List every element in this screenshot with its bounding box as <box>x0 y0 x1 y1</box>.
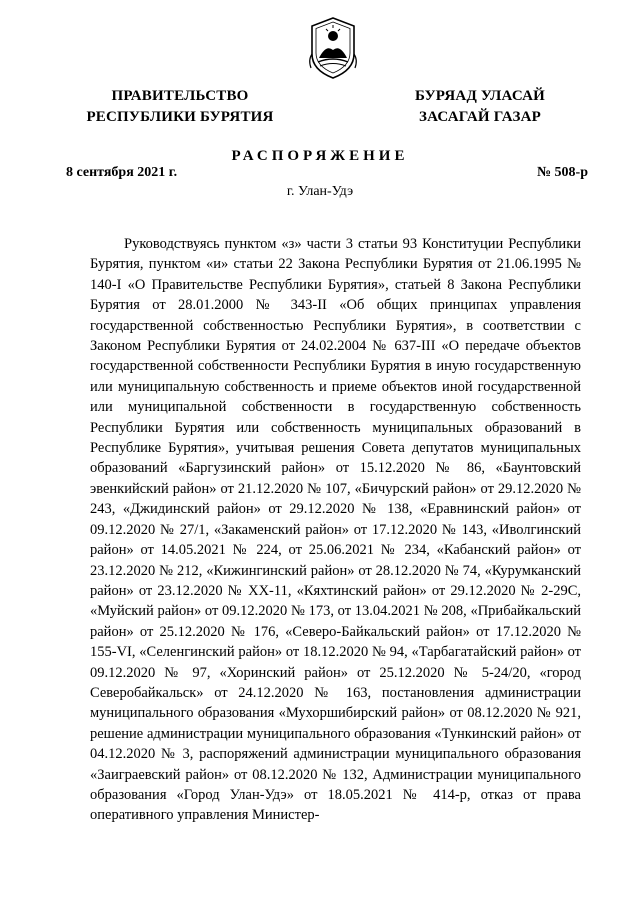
document-date: 8 сентября 2021 г. <box>66 165 178 180</box>
government-name-line2: РЕСПУБЛИКИ БУРЯТИЯ <box>86 109 274 125</box>
government-name-line1: ПРАВИТЕЛЬСТВО <box>111 88 249 104</box>
government-name-russian <box>80 86 280 128</box>
body-paragraph: Руководствуясь пунктом «з» части 3 статьи 93 Конституции Республики Бурятия, пунктом «и» статьи 22 Закона Республики Бурятия от 21.06.1995 № 140-I «О Правительстве Республики Бурятия», статьей 8 Закона Республики Бурятия от 28.01.2000 № 343-II «Об общих принципах управления государственной собственностью Республики Бурятия», в соответствии с Законом Республики Бурятия от 24.02.2004 № 637-III «О передаче объектов государственной собственности Республики Бурятия в иную государственную или муниципальную собственность и приеме объектов иной государственной или муниципальной собственности в государственную собственность Республики Бурятия или собственность муниципальных образований в Республике Бурятия», учитывая решения Совета депутатов муниципальных образований «Баргузинский район» от 15.12.2020 № 86, «Баунтовский эвенкийский район» от 21.12.2020 № 107, «Бичурский район» от 29.12.2020 № 243, «Джидинский район» от 29.12.2020 № 138, «Еравнинский район» от 09.12.2020 № 27/1, «Закаменский район» от 17.12.2020 № 143, «Иволгинский район» от 14.05.2021 № 224, от 25.06.2021 № 234, «Кабанский район» от 23.12.2020 № 212, «Кижингинский район» от 28.12.2020 № 74, «Курумканский район» от 23.12.2020 № XX-11, «Кяхтинский район» от 29.12.2020 № 2-29С, «Муйский район» от 09.12.2020 № 173, от 13.04.2021 № 208, «Прибайкальский район» от 25.12.2020 № 176, «Северо-Байкальский район» от 17.12.2020 № 155-VI, «Селенгинский район» от 18.12.2020 № 94, «Тарбагатайский район» от 09.12.2020 № 97, «Хоринский район» от 25.12.2020 № 5-24/20, «город Северобайкальск» от 24.12.2020 № 163, постановления администрации муниципального образования «Мухоршибирский район» от 08.12.2020 № 921, решение администрации муниципального образования «Тункинский район» от 04.12.2020 № 3, распоряжений администрации муниципального образования «Заиграевский район» от 08.12.2020 № 132, Администрации муниципального образования «Город Улан-Удэ» от 18.05.2021 № 414-р, отказ от права оперативного управления Министер- <box>90 236 581 824</box>
government-name-buryat-line1: БУРЯАД УЛАСАЙ <box>414 88 546 104</box>
government-name-buryat-line2: ЗАСАГАЙ ГАЗАР <box>419 109 541 125</box>
document-number: № 508-р <box>536 165 588 180</box>
government-name-buryat <box>395 86 565 128</box>
coat-of-arms-icon <box>304 14 362 82</box>
document-title: РАСПОРЯЖЕНИЕ <box>231 148 409 164</box>
document-city: г. Улан-Удэ <box>286 184 354 199</box>
